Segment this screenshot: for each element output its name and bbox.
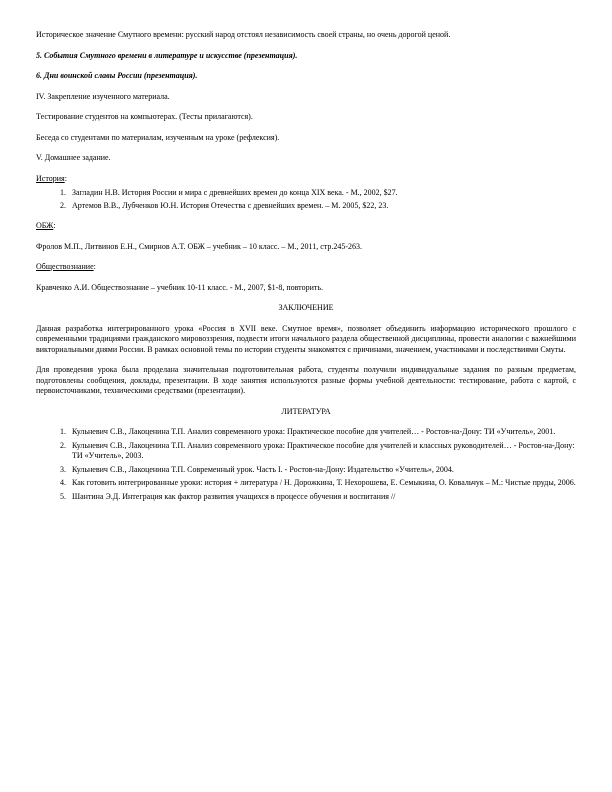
social-text: Кравченко А.И. Обществознание – учебник 10-11 класс. - М., 2007, $1-8, повторить.: [36, 282, 323, 292]
history-item-1: 1. Загладин Н.В. История России и мира с древнейших времен до конца XIX века. - М., 2002, $27.: [68, 188, 576, 199]
social-label: Обществознание: [36, 262, 94, 271]
conclusion-p2: Для проведения урока была проделана значительная подготовительная работа, студенты получили индивидуальные задания по разным предметам, подготовлены сообщения, доклады, презентации. В ходе занятия используются разные формы учебной деятельности: тестирование, работа с картой, с первоисточниками, техническими средствами (презентации).: [36, 365, 576, 395]
section-4-p2: Беседа со студентами по материалам, изученным на уроке (рефлексия).: [36, 132, 280, 142]
history-label: История: [36, 173, 65, 183]
history-item-2: 2. Артемов В.В., Лубченков Ю.Н. История Отечества с древнейших времен. – М. 2005, $22, 23.: [68, 201, 576, 212]
obzh-label-line: [36, 221, 576, 232]
section-5-heading: V. Домашнее задание.: [36, 153, 111, 162]
document-page: [36, 30, 576, 510]
literature-item-1: 1. Кульневич С.В., Лакоценина Т.П. Анализ современного урока: Практическое пособие для учителей… - Ростов-на-Дону: ТИ «Учитель», 2001.: [68, 427, 576, 438]
social-label-line: [36, 262, 576, 273]
literature-item-5: 5. Шантина Э.Д. Интеграция как фактор развития учащихся в процессе обучения и воспитания //: [68, 492, 576, 503]
history-label-line: [36, 174, 576, 185]
conclusion-heading: ЗАКЛЮЧЕНИЕ: [278, 303, 334, 312]
section-4-p1: Тестирование студентов на компьютерах. (Тесты прилагаются).: [36, 112, 253, 121]
intro-line: Историческое значение Смутного времени: русский народ отстоял независимость своей страны, но очень дорогой ценой.: [36, 30, 451, 39]
item-5: 5. События Смутного времени в литературе и искусстве (презентация).: [36, 50, 298, 60]
obzh-text: Фролов М.П., Литвинов Е.Н., Смирнов А.Т. ОБЖ – учебник – 10 класс. – М., 2011, стр.245-263.: [36, 241, 363, 251]
section-4-heading: IV. Закрепление изученного материала.: [36, 91, 170, 101]
obzh-colon: :: [53, 221, 56, 230]
obzh-label: ОБЖ: [36, 221, 54, 230]
literature-heading: ЛИТЕРАТУРА: [281, 406, 331, 416]
social-colon: :: [93, 262, 96, 271]
item-6: 6. Дни воинской славы России (презентация).: [36, 71, 198, 80]
conclusion-p1: Данная разработка интегрированного урока «Россия в XVII веке. Смутное время», позволяет объединить информацию исторического прошлого с современными традициями гражданского мировоззрения, подвести итоги начального раздела общественной дисциплины, провести аналогии с важнейшими викториальными днями России. В рамках основной темы по истории студенты знакомятся с причинами, значением, участниками и последствиями Смуты.: [36, 323, 576, 354]
literature-list: [36, 427, 576, 502]
history-list: [36, 188, 576, 211]
literature-item-4: 4. Как готовить интегрированные уроки: история + литература / Н. Дорожкина, Т. Нехорошева, Е. Семыкина, О. Ковальчук – М.: Чистые пруды, 2006.: [68, 478, 576, 489]
history-colon: :: [64, 173, 67, 183]
literature-item-3: 3. Кульневич С.В., Лакоценина Т.П. Современный урок. Часть I. - Ростов-на-Дону: Издательство «Учитель», 2004.: [68, 465, 576, 476]
literature-item-2: 2. Кульневич С.В., Лакоценина Т.П. Анализ современного урока: Практическое пособие для учителей и классных руководителей… - Ростов-на-Дону: ТИ «Учитель», 2003.: [68, 441, 576, 462]
